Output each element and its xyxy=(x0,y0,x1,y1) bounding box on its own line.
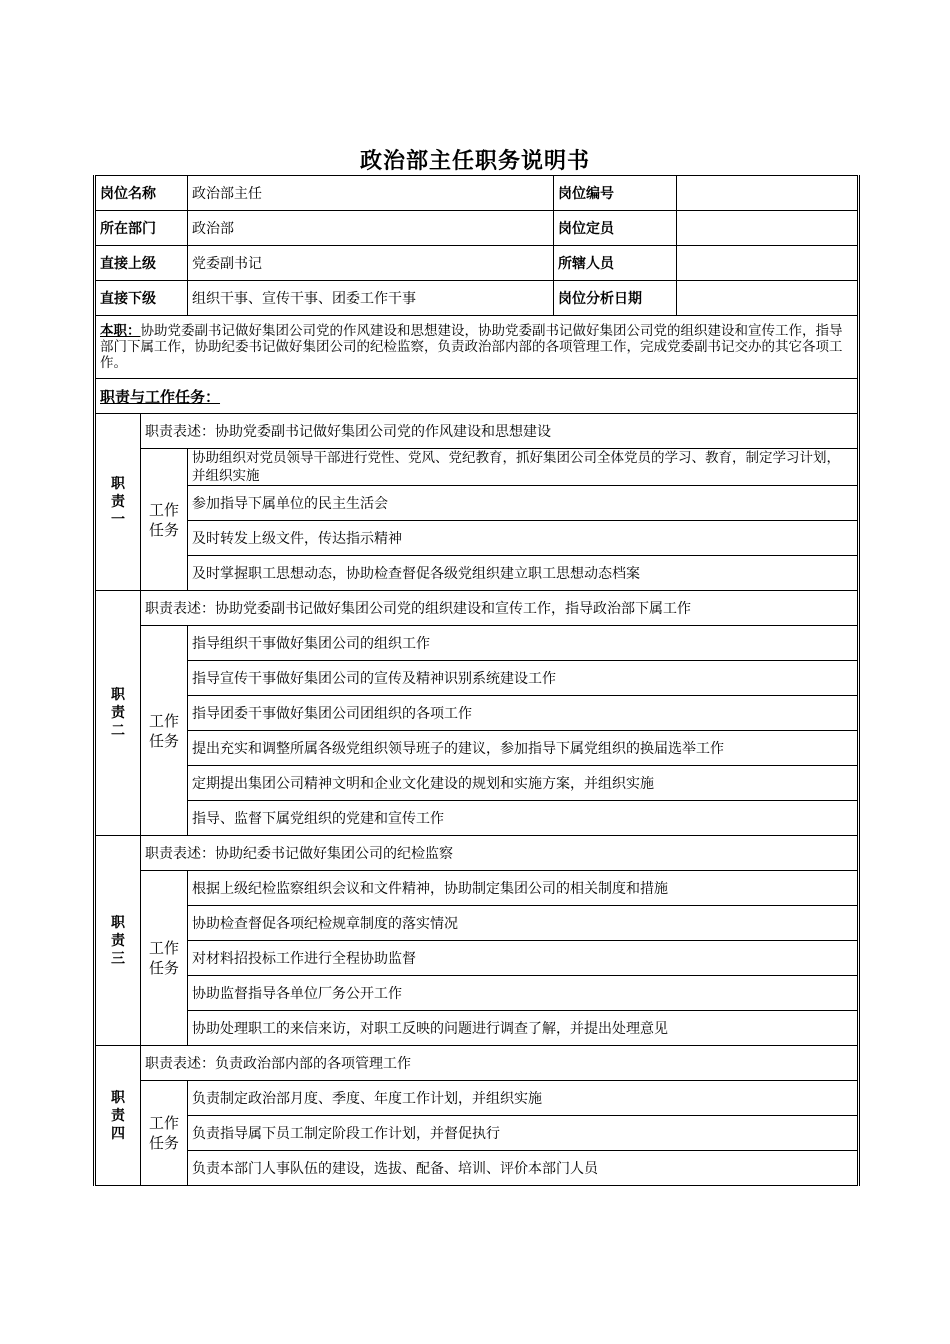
responsibility-label-char: 职 xyxy=(111,1089,125,1106)
work-task-label xyxy=(141,871,188,1046)
responsibility-label xyxy=(95,836,141,1046)
task-row xyxy=(95,976,859,1011)
task-item: 对材料招投标工作进行全程协助监督 xyxy=(188,941,859,976)
work-task-label-line: 任务 xyxy=(148,731,179,750)
task-item: 负责指导属下员工制定阶段工作计划，并督促执行 xyxy=(188,1116,859,1151)
task-item: 及时掌握职工思想动态，协助检查督促各级党组织建立职工思想动态档案 xyxy=(188,556,859,591)
task-item: 协助监督指导各单位厂务公开工作 xyxy=(188,976,859,1011)
task-item: 协助处理职工的来信来访，对职工反映的问题进行调查了解，并提出处理意见 xyxy=(188,1011,859,1046)
task-row xyxy=(95,626,859,661)
position-name-value: 政治部主任 xyxy=(188,176,554,211)
header-row-position xyxy=(95,176,859,211)
task-item: 协助组织对党员领导干部进行党性、党风、党纪教育，抓好集团公司全体党员的学习、教育，制定学习计划，并组织实施 xyxy=(188,449,859,486)
work-task-label-line: 工作 xyxy=(148,500,179,519)
responsibility-label-char: 职 xyxy=(111,687,125,703)
task-row xyxy=(95,556,859,591)
superior-label: 直接上级 xyxy=(95,246,188,281)
task-row xyxy=(95,801,859,836)
task-item: 及时转发上级文件，传达指示精神 xyxy=(188,521,859,556)
responsibility-label-char: 二 xyxy=(111,723,125,739)
task-item: 负责制定政治部月度、季度、年度工作计划，并组织实施 xyxy=(188,1081,859,1116)
responsibility-description-row xyxy=(95,591,859,626)
department-label: 所在部门 xyxy=(95,211,188,246)
responsibility-description-row xyxy=(95,414,859,449)
task-row xyxy=(95,661,859,696)
work-task-label xyxy=(141,1081,188,1186)
analysis-date-value xyxy=(677,281,859,316)
task-row xyxy=(95,941,859,976)
responsibility-description-row xyxy=(95,1046,859,1081)
direct-reports-value: 组织干事、宣传干事、团委工作干事 xyxy=(188,281,554,316)
task-item: 参加指导下属单位的民主生活会 xyxy=(188,486,859,521)
responsibility-label-char: 责 xyxy=(111,1107,125,1124)
direct-reports-label: 直接下级 xyxy=(95,281,188,316)
responsibility-label-char: 责 xyxy=(111,932,125,949)
responsibility-label xyxy=(95,1046,141,1186)
headcount-value xyxy=(677,211,859,246)
task-row xyxy=(95,1151,859,1186)
header-row-superior xyxy=(95,246,859,281)
task-item: 根据上级纪检监察组织会议和文件精神，协助制定集团公司的相关制度和措施 xyxy=(188,871,859,906)
task-row xyxy=(95,521,859,556)
task-row xyxy=(95,906,859,941)
summary-text: 协助党委副书记做好集团公司党的作风建设和思想建设，协助党委副书记做好集团公司党的组织建设和宣传工作，指导部门下属工作，协助纪委书记做好集团公司的纪检监察，负责政治部内部的各项管理工作，完成党委副书记交办的其它各项工作。 xyxy=(100,323,843,371)
task-item: 指导、监督下属党组织的党建和宣传工作 xyxy=(188,801,859,836)
work-task-label xyxy=(141,449,188,591)
responsibility-label xyxy=(95,591,141,836)
task-row xyxy=(95,1011,859,1046)
work-task-label-line: 工作 xyxy=(148,711,179,730)
task-row xyxy=(95,696,859,731)
job-description-table xyxy=(93,175,860,1186)
subordinates-label: 所辖人员 xyxy=(554,246,677,281)
responsibility-label-char: 责 xyxy=(111,494,125,510)
task-row xyxy=(95,766,859,801)
work-task-label-line: 工作 xyxy=(148,1114,179,1132)
superior-value: 党委副书记 xyxy=(188,246,554,281)
task-item: 负责本部门人事队伍的建设，选拔、配备、培训、评价本部门人员 xyxy=(188,1151,859,1186)
position-code-label: 岗位编号 xyxy=(554,176,677,211)
task-item: 指导宣传干事做好集团公司的宣传及精神识别系统建设工作 xyxy=(188,661,859,696)
task-row xyxy=(95,449,859,486)
subordinates-value xyxy=(677,246,859,281)
responsibility-label xyxy=(95,414,141,591)
work-task-label-line: 任务 xyxy=(148,520,179,539)
task-row xyxy=(95,731,859,766)
task-item: 指导团委干事做好集团公司团组织的各项工作 xyxy=(188,696,859,731)
responsibility-label-char: 职 xyxy=(111,476,125,492)
responsibility-label-char: 三 xyxy=(111,950,125,967)
summary-cell xyxy=(95,316,859,379)
responsibility-description: 职责表述：协助纪委书记做好集团公司的纪检监察 xyxy=(141,836,859,871)
responsibility-description: 职责表述：协助党委副书记做好集团公司党的作风建设和思想建设 xyxy=(141,414,859,449)
section-title-row xyxy=(95,379,859,414)
summary-label: 本职： xyxy=(100,323,141,339)
section-title: 职责与工作任务： xyxy=(95,379,859,414)
summary-row xyxy=(95,316,859,379)
analysis-date-label: 岗位分析日期 xyxy=(554,281,677,316)
department-value: 政治部 xyxy=(188,211,554,246)
task-row xyxy=(95,486,859,521)
task-row xyxy=(95,1116,859,1151)
responsibility-description: 职责表述：协助党委副书记做好集团公司党的组织建设和宣传工作，指导政治部下属工作 xyxy=(141,591,859,626)
position-name-label: 岗位名称 xyxy=(95,176,188,211)
header-row-reports xyxy=(95,281,859,316)
work-task-label xyxy=(141,626,188,836)
task-row xyxy=(95,871,859,906)
work-task-label-line: 工作 xyxy=(148,939,179,957)
work-task-label-line: 任务 xyxy=(148,1134,179,1152)
responsibility-description: 职责表述：负责政治部内部的各项管理工作 xyxy=(141,1046,859,1081)
headcount-label: 岗位定员 xyxy=(554,211,677,246)
work-task-label-line: 任务 xyxy=(148,959,179,977)
task-item: 指导组织干事做好集团公司的组织工作 xyxy=(188,626,859,661)
task-item: 协助检查督促各项纪检规章制度的落实情况 xyxy=(188,906,859,941)
responsibility-label-char: 一 xyxy=(111,512,125,528)
responsibility-label-char: 责 xyxy=(111,705,125,721)
header-row-department xyxy=(95,211,859,246)
responsibilities-body xyxy=(95,414,859,1186)
task-item: 提出充实和调整所属各级党组织领导班子的建议，参加指导下属党组织的换届选举工作 xyxy=(188,731,859,766)
responsibility-label-char: 职 xyxy=(111,914,125,931)
document-title: 政治部主任职务说明书 xyxy=(359,149,590,174)
responsibility-label-char: 四 xyxy=(111,1125,125,1142)
responsibility-description-row xyxy=(95,836,859,871)
position-code-value xyxy=(677,176,859,211)
task-item: 定期提出集团公司精神文明和企业文化建设的规划和实施方案，并组织实施 xyxy=(188,766,859,801)
task-row xyxy=(95,1081,859,1116)
